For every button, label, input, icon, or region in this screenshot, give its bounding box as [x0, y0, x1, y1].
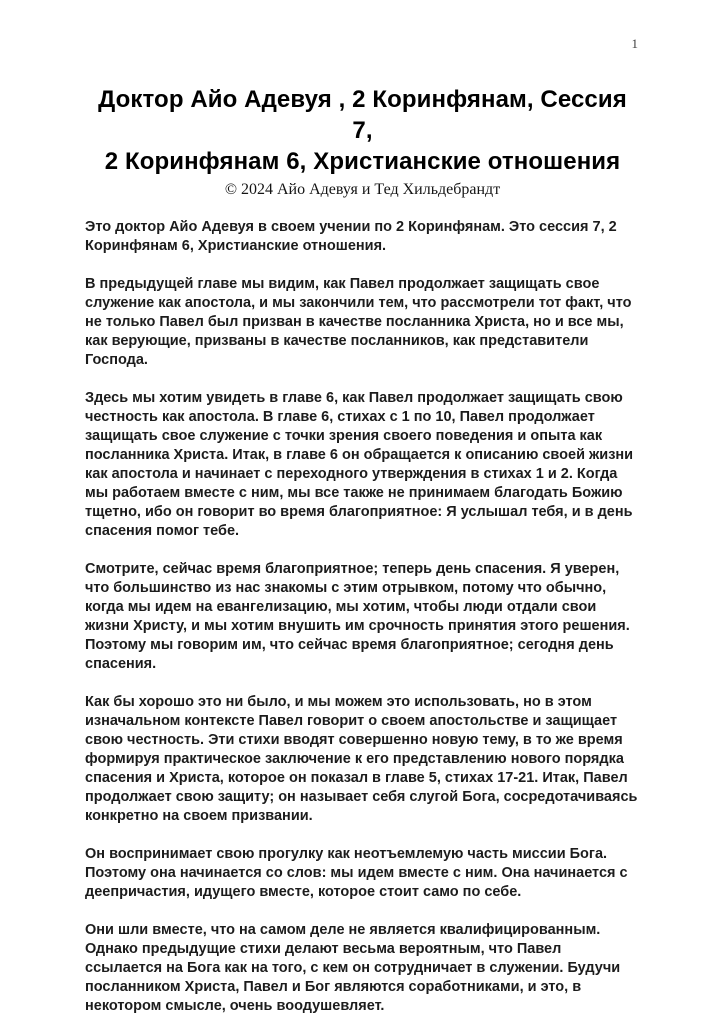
- page-number: 1: [631, 36, 638, 51]
- paragraph-walk-mission: Он воспринимает свою прогулку как неотъемлемую часть миссии Бога. Поэтому она начинается со слов: мы идем вместе с ним. Она начинается с деепричастия, идущего вместе, которое стоит само по себе.: [85, 846, 628, 900]
- document-title: [85, 84, 640, 177]
- copyright-line: © 2024 Айо Адевуя и Тед Хильдебрандт: [224, 181, 501, 198]
- paragraph-previous-chapter: В предыдущей главе мы видим, как Павел продолжает защищать свое служение как апостола, и мы закончили тем, что рассмотрели тот факт, что не только Павел был призван в качестве посланника Христа, но и все мы, как верующие, призваны в качестве посланников, как представители Господа.: [85, 276, 632, 368]
- title-line-2: 2 Коринфянам 6, Христианские отношения: [104, 148, 621, 175]
- paragraph-coworkers: Они шли вместе, что на самом деле не является квалифицированным. Однако предыдущие стихи делают весьма вероятным, что Павел ссылается на Бога как на того, с кем он сотрудничает в служении. Будучи посланником Христа, Павел и Бог являются соработниками, и это, в некотором смысле, очень воодушевляет.: [85, 922, 621, 1014]
- paragraph-chapter-6-defense: Здесь мы хотим увидеть в главе 6, как Павел продолжает защищать свою честность как апостола. В главе 6, стихах с 1 по 10, Павел продолжает защищать свое служение с точки зрения своего поведения и опыта как посланника Христа. Итак, в главе 6 он обращается к описанию своей жизни как апостола и начинает с переходного утверждения в стихах 1 и 2. Когда мы работаем вместе с ним, мы все также не принимаем благодать Божию тщетно, ибо он говорит во время благоприятное: Я услышал тебя, и в день спасения помог тебе.: [85, 390, 634, 539]
- paragraph-favorable-time: Смотрите, сейчас время благоприятное; теперь день спасения. Я уверен, что большинство из нас знакомы с этим отрывком, потому что обычно, когда мы идем на евангелизацию, мы хотим, чтобы люди отдали свои жизни Христу, и мы хотим внушить им срочность принятия этого решения. Поэтому мы говорим им, что сейчас время благоприятное; сегодня день спасения.: [85, 561, 630, 672]
- paragraph-intro: Это доктор Айо Адевуя в своем учении по 2 Коринфянам. Это сессия 7, 2 Коринфянам 6, Христианские отношения.: [85, 219, 617, 254]
- document-body: [85, 218, 640, 1016]
- paragraph-original-context: Как бы хорошо это ни было, и мы можем это использовать, но в этом изначальном контексте Павел говорит о своем апостольстве и защищает свою честность. Эти стихи вводят совершенно новую тему, в то же время формируя практическое заключение к его представлению нового порядка спасения и Христа, которое он показал в главе 5, стихах 17-21. Итак, Павел продолжает свою защиту; он называет себя слугой Бога, сосредотачиваясь конкретно на своем призвании.: [85, 694, 638, 824]
- title-line-1: Доктор Айо Адевуя , 2 Коринфянам, Сессия 7,: [98, 86, 627, 144]
